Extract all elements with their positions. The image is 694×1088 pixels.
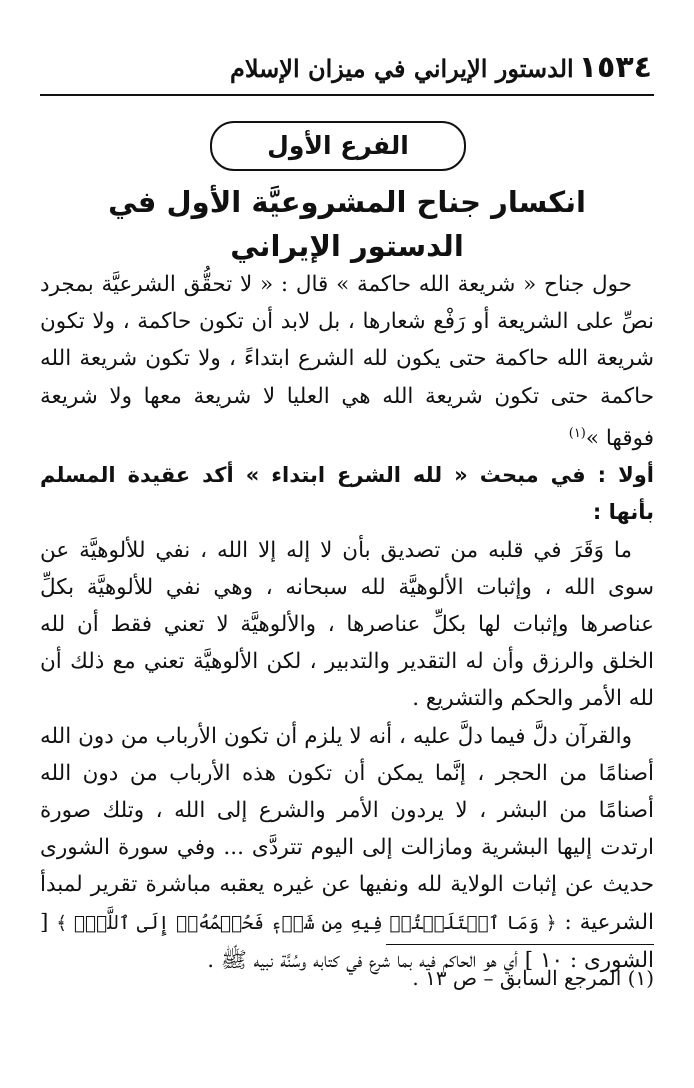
section-heading-box (210, 121, 466, 171)
chapter-title (40, 180, 654, 268)
verse-citation: [ الشورى : ١٠ ] أي هو الحاكم فيه بما شرع في كتابه وسُنَّة نبيه ﷺ . (40, 909, 654, 973)
body-text (40, 266, 654, 979)
page-header (40, 46, 654, 96)
chapter-title-line-1: انكسار جناح المشروعيَّة الأول في (108, 185, 586, 219)
paragraph-quote (40, 266, 654, 457)
quran-verse: ﴿ وَمَا ٱخۡتَلَفۡتُمۡ فِيهِ مِن شَيۡءٖ فَحُكۡمُهُۥٓ إِلَى ٱللَّهِۚ ﴾ (56, 912, 557, 934)
paragraph-quran (40, 718, 654, 979)
footnote-reference: (١) (568, 425, 586, 441)
running-title: الدستور الإيراني في ميزان الإسلام (230, 54, 574, 83)
page-number: ١٥٣٤ (578, 50, 652, 85)
subheading: أولا : في مبحث « لله الشرع ابتداء » أكد عقيدة المسلم بأنها : (40, 463, 654, 525)
chapter-title-line-2: الدستور الإيراني (230, 229, 464, 263)
paragraph-quran-text: والقرآن دلَّ فيما دلَّ عليه ، أنه لا يلزم أن تكون الأرباب من دون الله أصنامًا من الحجر ، إنَّما يمكن أن تكون هذه الأرباب من دون الله أصنامًا من البشر ، لا يردون الأمر والشرع إلى الله ، وتلك صورة ارتدت إليها البشرية ومازالت إلى اليوم تتردَّى ... وفي سورة الشورى حديث عن إثبات الولاية لله ونفيها عن غيره يعقبه مباشرة تقرير لمبدأ الشرعية : (40, 723, 654, 935)
footnote-divider (386, 944, 654, 945)
section-label: الفرع الأول (267, 131, 409, 160)
paragraph-quote-text: حول جناح « شريعة الله حاكمة » قال : « لا تحقُّق الشرعيَّة بمجرد نصِّ على الشريعة أو رَفْع شعارها ، بل لابد أن تكون حاكمة ، ولا تكون شريعة الله حاكمة حتى يكون لله الشرع ابتداءً ، ولا تكون شريعة الله حاكمة حتى تكون شريعة الله هي العليا لا شريعة معها ولا شريعة فوقها » (40, 272, 654, 451)
footnote: (١) المرجع السابق – ص ١٣ . (412, 966, 654, 990)
paragraph-creed: ما وَقَرَ في قلبه من تصديق بأن لا إله إلا الله ، نفي للألوهيَّة عن سوى الله ، وإثبات الألوهيَّة لله سبحانه ، وهي نفي للألوهيَّة بكلِّ عناصرها وإثبات لها بكلِّ عناصرها ، والألوهيَّة لا تعني فقط أن لله الخلق والرزق وأن له التقدير والتدبير ، لكن الألوهيَّة تعني مع ذلك أن لله الأمر والحكم والتشريع . (40, 537, 654, 712)
